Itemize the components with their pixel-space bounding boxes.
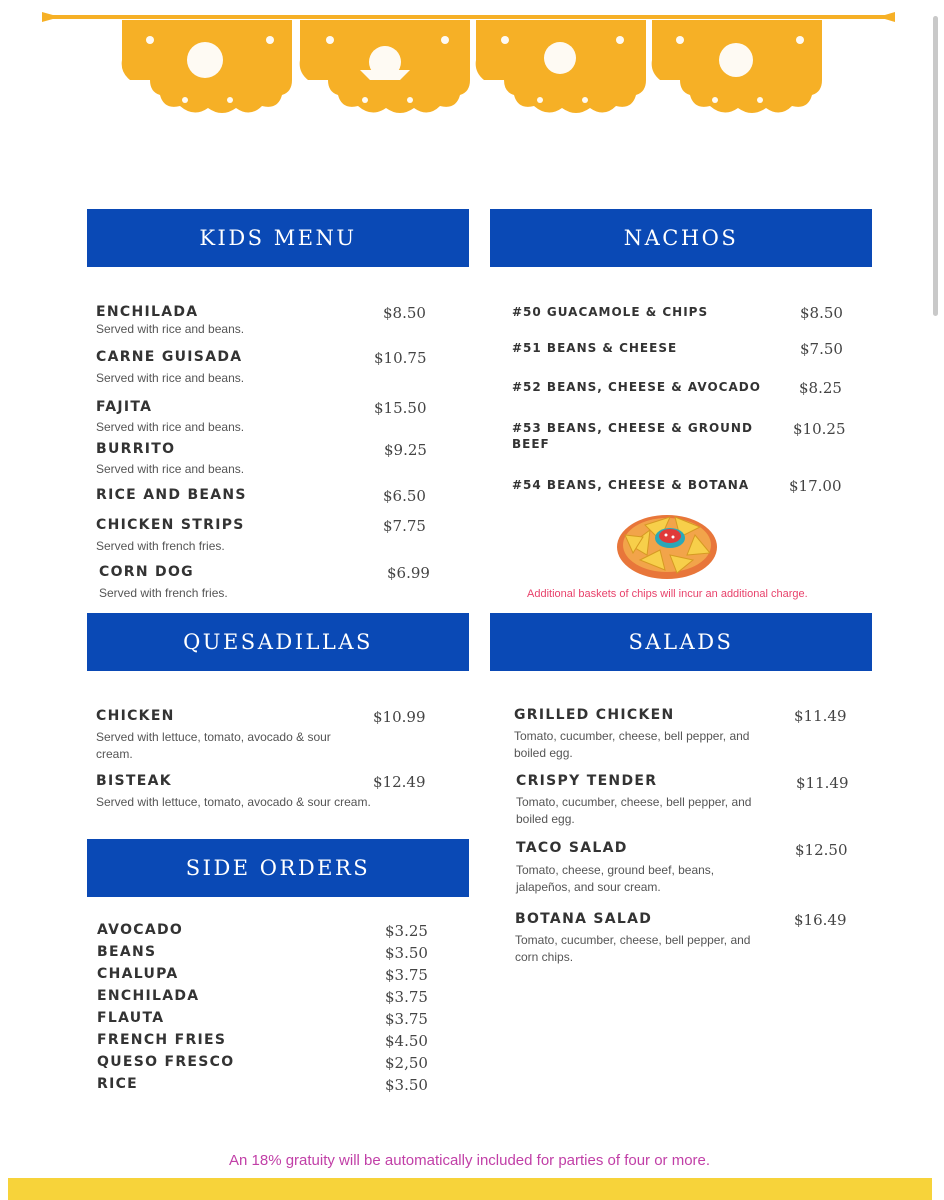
side-item-price: $3.75 <box>385 988 428 1006</box>
kids-item-desc: Served with rice and beans. <box>96 371 245 385</box>
salads-header: SALADS <box>490 613 872 671</box>
quesadilla-item-name: CHICKEN <box>96 708 175 724</box>
side-item-price: $3.50 <box>385 944 428 962</box>
nachos-item-name: #50 GUACAMOLE & CHIPS <box>512 305 709 319</box>
nachos-item-price: $8.25 <box>799 379 842 397</box>
salad-item-name: CRISPY TENDER <box>516 773 658 789</box>
kids-item-price: $9.25 <box>384 441 427 459</box>
salad-item-desc: Tomato, cucumber, cheese, bell pepper, and corn chips. <box>515 933 751 964</box>
side-item-name: CHALUPA <box>97 966 179 982</box>
bottom-color-strip <box>8 1178 932 1200</box>
kids-item-desc: Served with rice and beans. <box>96 420 245 434</box>
side-item-name: FLAUTA <box>97 1010 165 1026</box>
salad-item-price: $12.50 <box>795 841 848 859</box>
salad-item-price: $11.49 <box>794 707 847 725</box>
side-item-price: $3.25 <box>385 922 428 940</box>
quesadilla-item-desc: Served with lettuce, tomato, avocado & sour cream. <box>96 795 371 809</box>
nachos-plate-icon <box>615 505 720 580</box>
salad-item-desc: Tomato, cucumber, cheese, bell pepper, and boiled egg. <box>514 729 750 760</box>
side-item-price: $4.50 <box>385 1032 428 1050</box>
side-orders-header: SIDE ORDERS <box>87 839 469 897</box>
side-orders-list <box>97 922 234 1098</box>
nachos-item-name: #54 BEANS, CHEESE & BOTANA <box>512 478 750 492</box>
kids-item-name: CHICKEN STRIPS <box>96 517 245 533</box>
side-item-name: BEANS <box>97 944 157 960</box>
kids-item-name: RICE AND BEANS <box>96 487 247 503</box>
salad-item-price: $16.49 <box>794 911 847 929</box>
gratuity-note: An 18% gratuity will be automatically included for parties of four or more. <box>229 1152 711 1169</box>
kids-item-price: $8.50 <box>383 304 426 322</box>
side-item-name: FRENCH FRIES <box>97 1032 227 1048</box>
nachos-item-name: #52 BEANS, CHEESE & AVOCADO <box>512 380 761 394</box>
papel-picado-banner <box>0 0 944 130</box>
kids-item-price: $10.75 <box>374 349 427 367</box>
kids-item-name: CARNE GUISADA <box>96 349 243 365</box>
side-orders-prices <box>385 922 428 1098</box>
kids-item-name: ENCHILADA <box>96 304 199 320</box>
nachos-item-price: $8.50 <box>800 304 843 322</box>
nachos-item-name: #51 BEANS & CHEESE <box>512 341 678 355</box>
salad-item-name: GRILLED CHICKEN <box>514 707 675 723</box>
quesadilla-item-price: $10.99 <box>373 708 426 726</box>
side-item-price: $3.75 <box>385 966 428 984</box>
nachos-header: NACHOS <box>490 209 872 267</box>
nachos-item-price: $7.50 <box>800 340 843 358</box>
kids-item-desc: Served with french fries. <box>96 539 225 553</box>
kids-item-name: BURRITO <box>96 441 176 457</box>
nachos-chips-note: Additional baskets of chips will incur an additional charge. <box>527 588 808 600</box>
kids-item-name: CORN DOG <box>99 564 194 580</box>
kids-item-price: $15.50 <box>374 399 427 417</box>
kids-item-price: $6.50 <box>383 487 426 505</box>
side-item-name: AVOCADO <box>97 922 184 938</box>
side-item-name: ENCHILADA <box>97 988 200 1004</box>
nachos-item-price: $10.25 <box>793 420 846 438</box>
kids-item-price: $6.99 <box>387 564 430 582</box>
side-item-price: $3.75 <box>385 1010 428 1028</box>
kids-item-name: FAJITA <box>96 399 153 415</box>
nachos-item-price: $17.00 <box>789 477 842 495</box>
salad-item-desc: Tomato, cheese, ground beef, beans, jalapeños, and sour cream. <box>516 863 715 894</box>
side-item-name: RICE <box>97 1076 139 1092</box>
salad-item-price: $11.49 <box>796 774 849 792</box>
salad-item-name: BOTANA SALAD <box>515 911 653 927</box>
kids-item-desc: Served with rice and beans. <box>96 322 245 336</box>
quesadillas-header: QUESADILLAS <box>87 613 469 671</box>
side-item-price: $2,50 <box>385 1054 428 1072</box>
quesadilla-item-price: $12.49 <box>373 773 426 791</box>
kids-menu-header: KIDS MENU <box>87 209 469 267</box>
salad-item-name: TACO SALAD <box>516 840 628 856</box>
quesadilla-item-name: BISTEAK <box>96 773 172 789</box>
salad-item-desc: Tomato, cucumber, cheese, bell pepper, and boiled egg. <box>516 795 752 826</box>
kids-item-price: $7.75 <box>383 517 426 535</box>
quesadilla-item-desc: Served with lettuce, tomato, avocado & sour cream. <box>96 730 331 761</box>
kids-item-desc: Served with rice and beans. <box>96 462 245 476</box>
kids-item-desc: Served with french fries. <box>99 586 228 600</box>
nachos-item-name: #53 BEANS, CHEESE & GROUND BEEF <box>512 421 753 451</box>
side-item-name: QUESO FRESCO <box>97 1054 235 1070</box>
side-item-price: $3.50 <box>385 1076 428 1094</box>
